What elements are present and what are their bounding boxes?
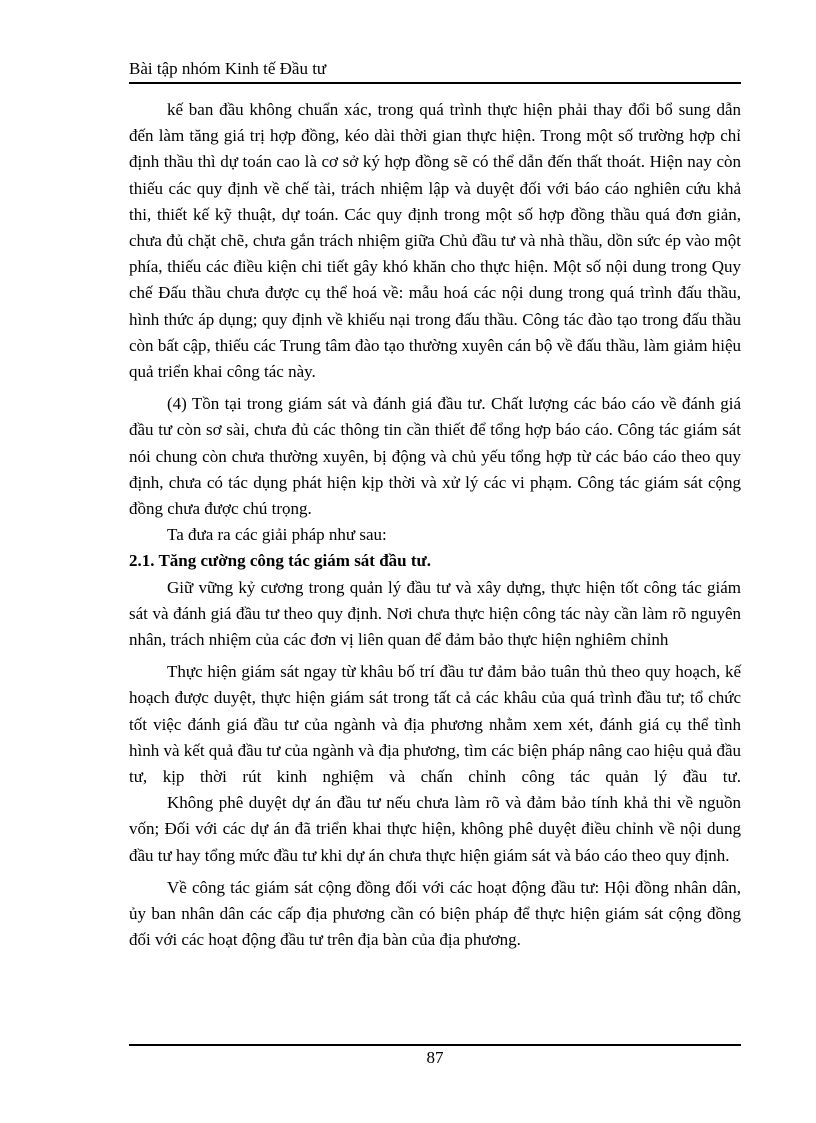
paragraph-monitoring-issues: (4) Tồn tại trong giám sát và đánh giá đầu tư. Chất lượng các báo cáo về đánh giá đầu tư còn sơ sài, chưa đủ các thông tin cần thiết để tổng hợp báo cáo. Công tác giám sát nói chung còn chưa thường xuyên, bị động và chủ yếu tổng hợp từ các báo cáo theo quy định, chưa có tác dụng phát hiện kịp thời và xử lý các vi phạm. Công tác giám sát cộng đồng chưa được chú trọng.	[129, 394, 741, 519]
page-number: 87	[426, 1048, 444, 1067]
paragraph-solutions-intro: Ta đưa ra các giải pháp như sau:	[167, 525, 387, 545]
footer-rule	[129, 1044, 741, 1046]
body-text	[129, 97, 741, 954]
section-heading: 2.1. Tăng cường công tác giám sát đầu tư.	[129, 551, 431, 571]
paragraph-community-supervision: Về công tác giám sát cộng đồng đối với các hoạt động đầu tư: Hội đồng nhân dân, ủy ban nhân dân các cấp địa phương cần có biện pháp để thực hiện giám sát cộng đồng đối với các hoạt động đầu tư trên địa bàn của địa phương.	[129, 877, 741, 950]
paragraph-discipline: Giữ vững kỷ cương trong quản lý đầu tư và xây dựng, thực hiện tốt công tác giám sát và đánh giá đầu tư theo quy định. Nơi chưa thực hiện công tác này cần làm rõ nguyên nhân, trách nhiệm của các đơn vị liên quan để đảm bảo thực hiện nghiêm chỉnh	[129, 577, 741, 650]
paragraph-approval: Không phê duyệt dự án đầu tư nếu chưa làm rõ và đảm bảo tính khả thi về nguồn vốn; Đối với các dự án đã triển khai thực hiện, không phê duyệt điều chỉnh về nội dung đầu tư hay tổng mức đầu tư khi dự án chưa thực hiện giám sát và báo cáo theo quy định.	[129, 793, 741, 865]
running-header: Bài tập nhóm Kinh tế Đầu tư	[129, 58, 741, 84]
paragraph-continuation: kế ban đầu không chuẩn xác, trong quá trình thực hiện phải thay đổi bổ sung dẫn đến làm tăng giá trị hợp đồng, kéo dài thời gian thực hiện. Trong một số trường hợp chỉ định thầu thì dự toán cao là cơ sở ký hợp đồng sẽ có thể dẫn đến thất thoát. Hiện nay còn thiếu các quy định về chế tài, trách nhiệm lập và duyệt đối với báo cáo nghiên cứu khả thi, thiết kế kỹ thuật, dự toán. Các quy định trong một số hợp đồng thầu quá đơn giản, chưa đủ chặt chẽ, chưa gắn trách nhiệm giữa Chủ đầu tư và nhà thầu, dồn sức ép vào một phía, thiếu các điều kiện chi tiết gây khó khăn cho thực hiện. Một số nội dung trong Quy chế Đấu thầu chưa được cụ thể hoá về: mẫu hoá các nội dung trong quá trình đấu thầu, hình thức áp dụng; quy định về khiếu nại trong đấu thầu. Công tác đào tạo trong đấu thầu còn bất cập, thiếu các Trung tâm đào tạo thường xuyên cán bộ về đấu thầu, làm giảm hiệu quả triển khai công tác này.	[129, 100, 741, 382]
paragraph-supervision-stages: Thực hiện giám sát ngay từ khâu bố trí đầu tư đảm bảo tuân thủ theo quy hoạch, kế hoạch được duyệt, thực hiện giám sát trong tất cả các khâu của quá trình đầu tư; tổ chức tốt việc đánh giá đầu tư của ngành và địa phương nhằm xem xét, đánh giá cụ thể tình hình và kết quả đầu tư của ngành và địa phương, tìm các biện pháp nâng cao hiệu quả đầu tư, kịp thời rút kinh nghiệm và chấn chỉnh công tác quản lý đầu tư.	[129, 662, 741, 787]
